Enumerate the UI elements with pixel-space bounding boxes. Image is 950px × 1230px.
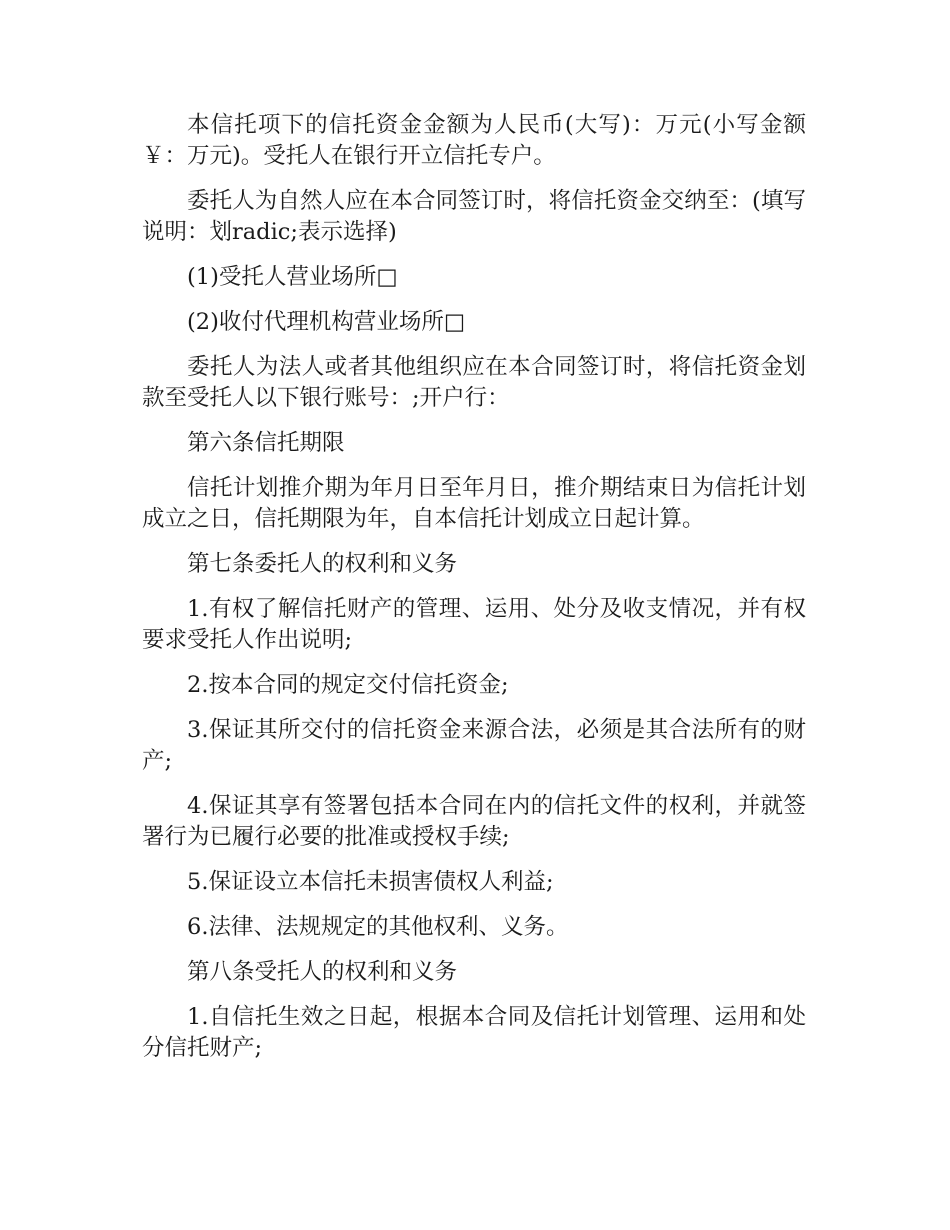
option-agent-office: (2)收付代理机构营业场所□ <box>187 309 466 335</box>
paragraph-natural-person-payment: 委托人为自然人应在本合同签订时，将信托资金交纳至：(填写说明：划radic;表示选择) <box>142 188 806 245</box>
list-item: 5.保证设立本信托未损害债权人利益; <box>187 869 554 895</box>
heading-article-7: 第七条委托人的权利和义务 <box>187 551 458 577</box>
list-item: 3.保证其所交付的信托资金来源合法，必须是其合法所有的财产; <box>142 717 806 774</box>
paragraph-legal-person-payment: 委托人为法人或者其他组织应在本合同签订时，将信托资金划款至受托人以下银行账号：;开户行： <box>142 354 806 411</box>
list-item: 2.按本合同的规定交付信托资金; <box>187 672 509 698</box>
heading-article-8: 第八条受托人的权利和义务 <box>187 959 458 985</box>
list-item: 6.法律、法规规定的其他权利、义务。 <box>187 914 569 940</box>
list-item: 1.有权了解信托财产的管理、运用、处分及收支情况，并有权要求受托人作出说明; <box>142 596 806 653</box>
document-page <box>142 110 806 1078</box>
list-item: 1.自信托生效之日起，根据本合同及信托计划管理、运用和处分信托财产; <box>142 1004 806 1061</box>
list-item: 4.保证其享有签署包括本合同在内的信托文件的权利，并就签署行为已履行必要的批准或授权手续; <box>142 793 806 850</box>
heading-article-6: 第六条信托期限 <box>187 430 345 456</box>
paragraph-trust-amount: 本信托项下的信托资金金额为人民币(大写)：万元(小写金额￥：万元)。受托人在银行开立信托专户。 <box>142 112 806 169</box>
option-trustee-office: (1)受托人营业场所□ <box>187 264 398 290</box>
paragraph-trust-term: 信托计划推介期为年月日至年月日，推介期结束日为信托计划成立之日，信托期限为年，自本信托计划成立日起计算。 <box>142 475 806 532</box>
